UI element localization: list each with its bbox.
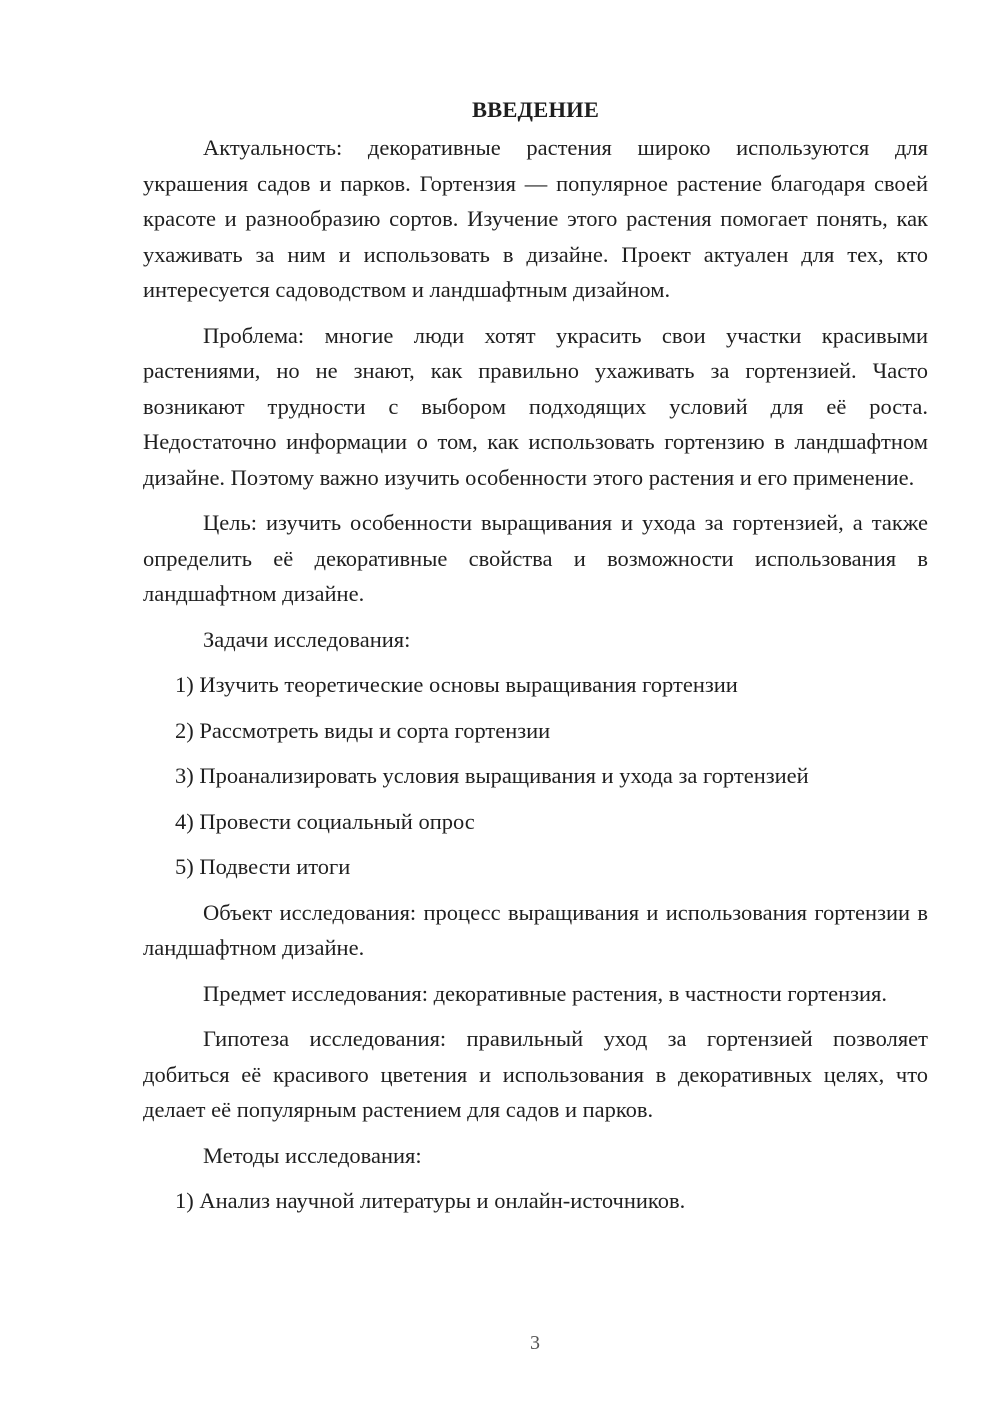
list-item: 4) Провести социальный опрос xyxy=(175,808,475,834)
page-number: 3 xyxy=(530,1332,540,1354)
list-item: 2) Рассмотреть виды и сорта гортензии xyxy=(175,717,551,743)
list-item: 5) Подвести итоги xyxy=(175,854,351,879)
paragraph-subject: Предмет исследования: декоративные растения, в частности гортензия. xyxy=(203,980,888,1006)
paragraph-object: Объект исследования: процесс выращивания и использования гортензии в ландшафтном дизайне. xyxy=(143,899,928,960)
section-title: ВВЕДЕНИЕ xyxy=(471,97,600,122)
list-item: 3) Проанализировать условия выращивания и ухода за гортензией xyxy=(175,763,809,788)
tasks-list xyxy=(143,667,928,885)
paragraph-goal: Цель: изучить особенности выращивания и ухода за гортензией, а также определить её декоративные свойства и возможности использования в ландшафтном дизайне. xyxy=(143,510,928,606)
paragraph-problem: Проблема: многие люди хотят украсить свои участки красивыми растениями, но не знают, как правильно ухаживать за гортензией. Часто возникают трудности с выбором подходящих условий для её роста. Недостаточно информации о том, как использовать гортензию в ландшафтном дизайне. Поэтому важно изучить особенности этого растения и его применение. xyxy=(143,322,928,490)
paragraph-relevance: Актуальность: декоративные растения широко используются для украшения садов и парков. Гортензия — популярное растение благодаря своей красоте и разнообразию сортов. Изучение этого растения помогает понять, как ухаживать за ним и использовать в дизайне. Проект актуален для тех, кто интересуется садоводством и ландшафтным дизайном. xyxy=(143,135,928,302)
list-item: 1) Анализ научной литературы и онлайн-источников. xyxy=(175,1188,686,1213)
paragraph-hypothesis: Гипотеза исследования: правильный уход за гортензией позволяет добиться её красивого цветения и использования в декоративных целях, что делает её популярным растением для садов и парков. xyxy=(143,1026,928,1122)
document-body xyxy=(143,90,928,1229)
tasks-heading: Задачи исследования: xyxy=(203,626,411,652)
methods-list xyxy=(143,1183,928,1219)
list-item: 1) Изучить теоретические основы выращивания гортензии xyxy=(175,672,738,697)
methods-heading: Методы исследования: xyxy=(203,1142,422,1168)
